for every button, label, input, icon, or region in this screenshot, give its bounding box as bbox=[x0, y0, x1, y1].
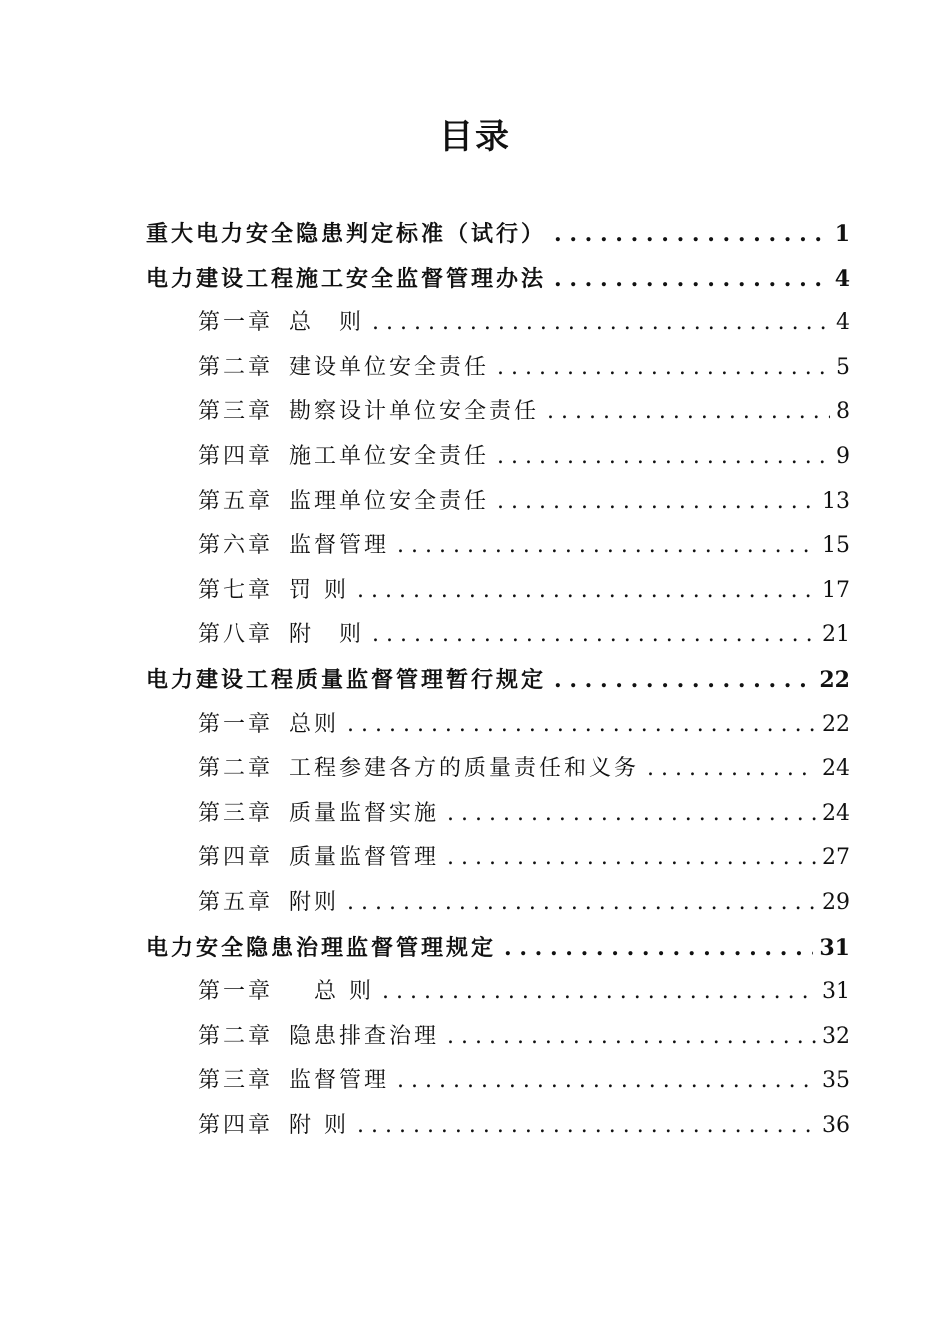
toc-entry-title: 质量监督管理 bbox=[289, 845, 440, 871]
toc-entry-title: 附 则 bbox=[289, 1112, 350, 1138]
toc-entry-page-number: 4 bbox=[836, 310, 850, 336]
toc-dot-leader bbox=[497, 480, 816, 525]
toc-chapter-entry[interactable] bbox=[146, 703, 850, 748]
toc-entry-page-number: 31 bbox=[819, 934, 850, 961]
toc-section-entry[interactable] bbox=[146, 926, 850, 971]
toc-dot-leader bbox=[504, 926, 813, 971]
toc-chapter-entry[interactable] bbox=[146, 569, 850, 614]
toc-entry-title: 施工单位安全责任 bbox=[289, 443, 490, 469]
toc-chapter-entry[interactable] bbox=[146, 524, 850, 569]
toc-entry-page-number: 13 bbox=[822, 488, 850, 514]
toc-section-entry[interactable] bbox=[146, 212, 850, 257]
toc-entry-title: 建设单位安全责任 bbox=[289, 354, 490, 380]
toc-entry-page-number: 8 bbox=[836, 399, 850, 425]
toc-entry-chapter: 第一章 bbox=[198, 979, 274, 1005]
toc-entry-page-number: 15 bbox=[822, 533, 850, 559]
toc-chapter-entry[interactable] bbox=[146, 1059, 850, 1104]
toc-entry-page-number: 35 bbox=[822, 1068, 850, 1094]
toc-entry-chapter: 第二章 bbox=[198, 756, 274, 782]
toc-entry-page-number: 5 bbox=[836, 354, 850, 380]
toc-dot-leader bbox=[554, 257, 829, 302]
toc-dot-leader bbox=[347, 881, 816, 926]
toc-entry-page-number: 17 bbox=[822, 577, 850, 603]
toc-entry-page-number: 29 bbox=[822, 889, 850, 915]
toc-section-entry[interactable] bbox=[146, 658, 850, 703]
toc-chapter-entry[interactable] bbox=[146, 1015, 850, 1060]
toc-dot-leader bbox=[372, 613, 816, 658]
toc-entry-page-number: 1 bbox=[834, 221, 850, 247]
toc-entry-title: 总 则 bbox=[289, 979, 375, 1005]
toc-dot-leader bbox=[447, 792, 816, 837]
toc-chapter-entry[interactable] bbox=[146, 792, 850, 837]
toc-entry-title: 勘察设计单位安全责任 bbox=[289, 399, 540, 425]
toc-dot-leader bbox=[382, 970, 816, 1015]
toc-dot-leader bbox=[347, 703, 816, 748]
toc-entry-title: 隐患排查治理 bbox=[289, 1023, 440, 1049]
toc-entry-title: 监理单位安全责任 bbox=[289, 488, 490, 514]
toc-entry-page-number: 4 bbox=[834, 265, 850, 292]
toc-chapter-entry[interactable] bbox=[146, 435, 850, 480]
toc-entry-title: 监督管理 bbox=[289, 1068, 390, 1094]
toc-chapter-entry[interactable] bbox=[146, 1104, 850, 1149]
toc-chapter-entry[interactable] bbox=[146, 836, 850, 881]
toc-entry-chapter: 第三章 bbox=[198, 399, 274, 425]
toc-dot-leader bbox=[372, 301, 830, 346]
toc-entry-chapter: 第一章 bbox=[198, 711, 274, 737]
toc-entry-title: 电力安全隐患治理监督管理规定 bbox=[146, 934, 497, 961]
toc-entry-chapter: 第五章 bbox=[198, 889, 274, 915]
toc-entry-chapter: 第四章 bbox=[198, 845, 274, 871]
toc-entry-chapter: 第四章 bbox=[198, 443, 274, 469]
toc-chapter-entry[interactable] bbox=[146, 747, 850, 792]
toc-chapter-entry[interactable] bbox=[146, 301, 850, 346]
toc-entry-title: 电力建设工程施工安全监督管理办法 bbox=[146, 265, 547, 292]
toc-entry-title: 附则 bbox=[289, 889, 340, 915]
toc-dot-leader bbox=[397, 1059, 816, 1104]
toc-entry-page-number: 24 bbox=[822, 800, 850, 826]
toc-entry-title: 电力建设工程质量监督管理暂行规定 bbox=[146, 666, 547, 693]
toc-entry-chapter: 第二章 bbox=[198, 1023, 274, 1049]
toc-dot-leader bbox=[447, 836, 816, 881]
toc-dot-leader bbox=[447, 1015, 816, 1060]
toc-section-entry[interactable] bbox=[146, 257, 850, 302]
toc-chapter-entry[interactable] bbox=[146, 970, 850, 1015]
toc-entry-page-number: 31 bbox=[822, 979, 850, 1005]
toc-entry-chapter: 第二章 bbox=[198, 354, 274, 380]
toc-entry-page-number: 9 bbox=[836, 443, 850, 469]
toc-entry-page-number: 36 bbox=[822, 1112, 850, 1138]
toc-entry-title: 监督管理 bbox=[289, 533, 390, 559]
toc-entry-page-number: 22 bbox=[822, 711, 850, 737]
table-of-contents bbox=[146, 212, 850, 1148]
toc-dot-leader bbox=[397, 524, 816, 569]
toc-dot-leader bbox=[497, 346, 830, 391]
toc-entry-title: 总则 bbox=[289, 711, 340, 737]
toc-entry-title: 质量监督实施 bbox=[289, 800, 440, 826]
toc-entry-title: 总 则 bbox=[289, 310, 365, 336]
toc-entry-page-number: 32 bbox=[822, 1023, 850, 1049]
toc-entry-page-number: 27 bbox=[822, 845, 850, 871]
toc-entry-title: 罚 则 bbox=[289, 577, 350, 603]
toc-entry-chapter: 第三章 bbox=[198, 1068, 274, 1094]
toc-dot-leader bbox=[497, 435, 830, 480]
toc-entry-title: 工程参建各方的质量责任和义务 bbox=[289, 756, 640, 782]
toc-chapter-entry[interactable] bbox=[146, 881, 850, 926]
toc-dot-leader bbox=[647, 747, 816, 792]
toc-entry-page-number: 21 bbox=[822, 622, 850, 648]
toc-entry-chapter: 第四章 bbox=[198, 1112, 274, 1138]
toc-entry-title: 重大电力安全隐患判定标准（试行） bbox=[146, 221, 547, 247]
toc-chapter-entry[interactable] bbox=[146, 480, 850, 525]
toc-entry-page-number: 24 bbox=[822, 756, 850, 782]
toc-entry-chapter: 第七章 bbox=[198, 577, 274, 603]
toc-entry-chapter: 第五章 bbox=[198, 488, 274, 514]
toc-dot-leader bbox=[357, 1104, 816, 1149]
page-title: 目录 bbox=[439, 117, 511, 157]
toc-entry-chapter: 第八章 bbox=[198, 622, 274, 648]
toc-chapter-entry[interactable] bbox=[146, 346, 850, 391]
toc-entry-chapter: 第六章 bbox=[198, 533, 274, 559]
toc-entry-chapter: 第一章 bbox=[198, 310, 274, 336]
toc-dot-leader bbox=[357, 569, 816, 614]
toc-dot-leader bbox=[554, 212, 829, 257]
toc-entry-page-number: 22 bbox=[819, 666, 850, 693]
toc-dot-leader bbox=[547, 390, 830, 435]
toc-dot-leader bbox=[554, 658, 813, 703]
toc-entry-chapter: 第三章 bbox=[198, 800, 274, 826]
toc-entry-title: 附 则 bbox=[289, 622, 365, 648]
toc-chapter-entry[interactable] bbox=[146, 390, 850, 435]
toc-chapter-entry[interactable] bbox=[146, 613, 850, 658]
